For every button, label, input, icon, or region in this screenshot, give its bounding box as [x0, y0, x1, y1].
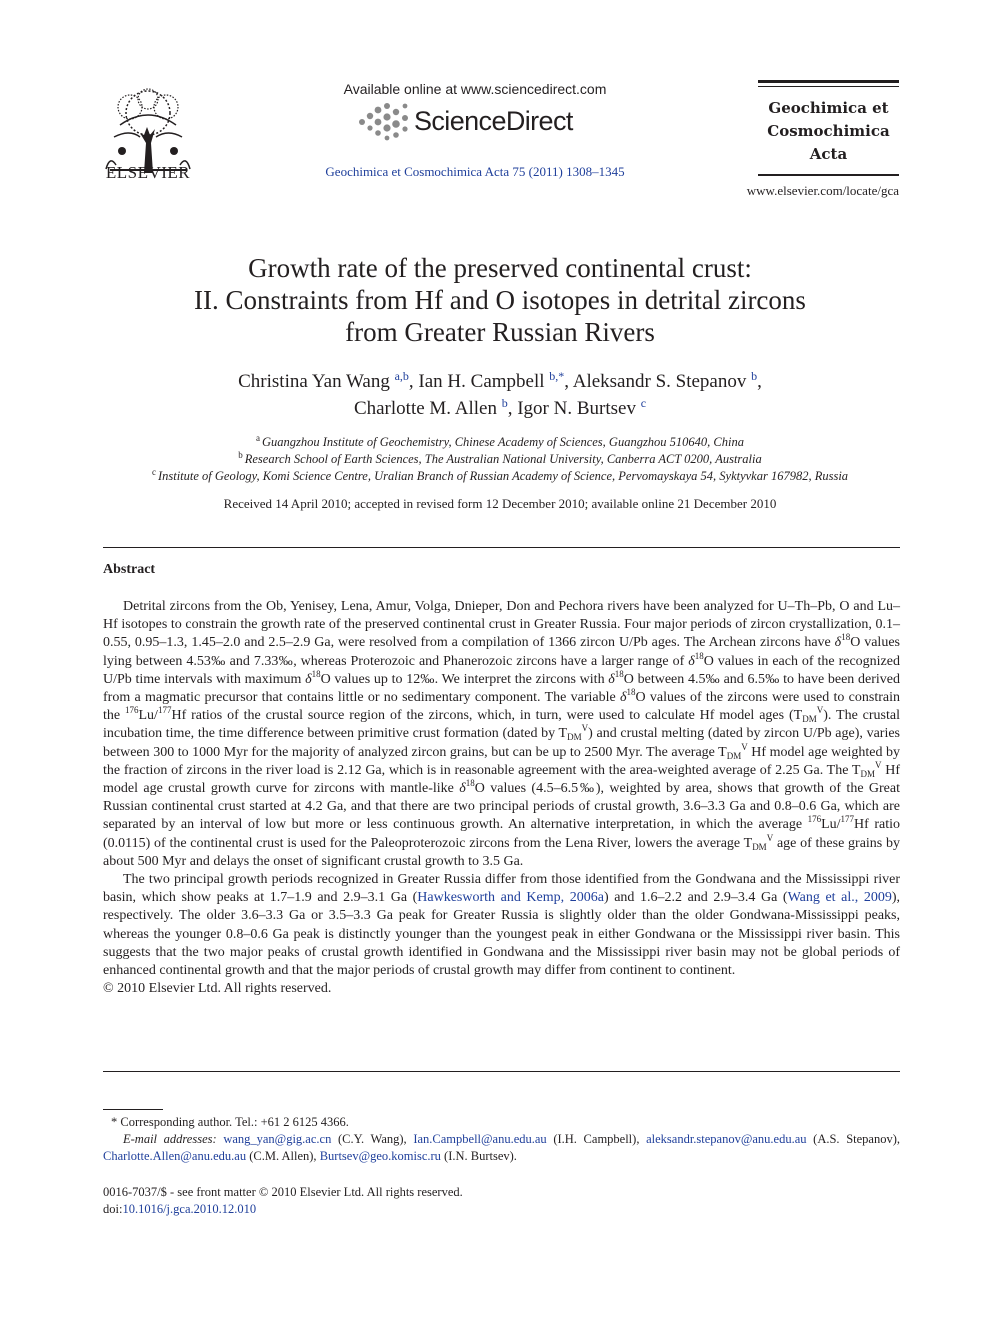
- abstract-body: [103, 598, 900, 998]
- abstract-paragraph: The two principal growth periods recognized in Greater Russia differ from those identified from the Gondwana and the Mississippi river basin, which show peaks at 1.7–1.9 and 2.9–3.1 Ga (Hawkesworth and Kemp, 2006a) and 1.6–2.2 and 2.9–3.4 Ga (Wang et al., 2009), respectively. The older 3.6–3.3 Ga or 3.5–3.3 Ga peak for Greater Russia is slightly older than the older Gondwana-Mississippi peaks, whereas the younger 0.8–0.6 Ga peak is distinctly younger than the youngest peak in either Gondwana or the Mississippi river basin. This suggests that the two major peaks of crustal growth identified in Gondwana and the Mississippi river basin may not be global periods of enhanced continental growth and that the major periods of crustal growth may differ from continent to continent.: [103, 872, 901, 979]
- issn-line: 0016-7037/$ - see front matter © 2010 Elsevier Ltd. All rights reserved.: [103, 1185, 463, 1199]
- journal-name-line: Acta: [809, 145, 848, 163]
- affiliation-text: Research School of Earth Sciences, The Australian National University, Canberra ACT 0200, Australia: [244, 452, 762, 466]
- author-affiliation-mark[interactable]: b,*: [549, 369, 565, 383]
- journal-citation[interactable]: Geochimica et Cosmochimica Acta 75 (2011) 1308–1345: [325, 164, 625, 179]
- author-line: Charlotte M. Allen $^b$, Igor N. Burtsev $^c$: [353, 396, 647, 419]
- affiliation-text: Institute of Geology, Komi Science Centre, Uralian Branch of Russian Academy of Science, Pervomayskaya 54, Syktyvkar 167982, Russia: [157, 469, 849, 483]
- affiliations: [90, 434, 910, 485]
- journal-rule-top: [758, 80, 899, 83]
- author-affiliation-mark[interactable]: b: [751, 369, 758, 383]
- affiliation-mark: b: [238, 450, 243, 460]
- title-line: Growth rate of the preserved continental crust:: [248, 253, 752, 283]
- journal-url[interactable]: www.elsevier.com/locate/gca: [746, 183, 899, 198]
- affiliation-mark: a: [256, 433, 260, 443]
- email-addresses: E-mail addresses: wang_yan@gig.ac.cn (C.Y. Wang), Ian.Campbell@anu.edu.au (I.H. Campbell), aleksandr.stepanov@anu.edu.au (A.S. Stepanov), Charlotte.Allen@anu.edu.au (C.M. Allen), Burtsev@geo.komisc.ru (I.N. Burtsev).: [103, 1132, 900, 1163]
- author-affiliation-mark[interactable]: c: [640, 396, 647, 410]
- citation-link[interactable]: Wang et al., 2009: [787, 890, 892, 906]
- title-line: II. Constraints from Hf and O isotopes in detrital zircons: [194, 285, 806, 315]
- author-name: Aleksandr S. Stepanov: [572, 371, 747, 392]
- issn-doi-block: [103, 1184, 703, 1218]
- abstract-copyright: © 2010 Elsevier Ltd. All rights reserved.: [103, 981, 332, 997]
- author-affiliation-mark[interactable]: a,b: [394, 369, 409, 383]
- journal-name: [745, 97, 912, 166]
- sciencedirect-wordmark: ScienceDirect: [414, 106, 573, 136]
- affiliation: [90, 468, 910, 485]
- email-link[interactable]: aleksandr.stepanov@anu.edu.au: [646, 1132, 807, 1146]
- doi-line: doi:10.1016/j.gca.2010.12.010: [103, 1202, 257, 1216]
- author-affiliation-mark[interactable]: b: [501, 396, 508, 410]
- affiliation: [90, 434, 910, 451]
- abstract-rule-top: [103, 547, 900, 548]
- affiliation-mark: c: [151, 467, 156, 477]
- abstract-heading: Abstract: [103, 562, 156, 577]
- author-list: [100, 368, 900, 422]
- journal-rule-bottom: [758, 174, 899, 176]
- abstract-paragraph: Detrital zircons from the Ob, Yenisey, Lena, Amur, Volga, Dnieper, Don and Pechora rivers have been analyzed for U–Th–Pb, O and Lu–Hf isotopes to constrain the growth rate of the preserved continental crust in Greater Russia. Four major periods of zircon crystallization, 0.1–0.55, 0.95–1.3, 1.45–2.0 and 2.5–2.9 Ga, were resolved from a compilation of 1366 zircon U/Pb ages. The Archean zircons have $\delta^{18}O$ values lying between 4.53‰ and 7.33‰, whereas Proterozoic and Phanerozoic zircons have a larger range of $\delta^{18}O$ values in each of the recognized U/Pb time intervals with maximum $\delta^{18}O$ values up to 12‰. We interpret the zircons with $\delta^{18}O$ between 4.5‰ and 6.5‰ to have been derived from a magmatic precursor that contains little or no sedimentary component. The variable $\delta^{18}O$ values of the zircons were used to constrain the $^{176}$Lu/$^{177}$Hf ratios of the crustal source region of the zircons, which, in turn, were used to calculate Hf model ages $(T_{DM}^V)$. The crustal incubation time, the time difference between primitive crust formation (dated by $T_{DM}^V$) and crustal melting (dated by zircon U/Pb age), varies between 300 to 1000 Myr for the majority of analyzed zircon grains, but can be up to 2500 Myr. The average $T_{DM}^V$ Hf model age weighted by the fraction of zircons in the river load is 2.12 Ga, which is in reasonable agreement with the area-weighted average of 2.25 Ga. The $T_{DM}^V$ Hf model age crustal growth curve for zircons with mantle-like $\delta^{18}O$ values (4.5–6.5‰), weighted by area, shows that growth of the Great Russian continental crust started at 4.2 Ga, and that there are two principal periods of crustal growth, 3.6–3.3 Ga and 0.8–0.6 Ga, which are separated by an interval of low but more or less continuous growth. An alternative interpretation, in which the average $^{176}$Lu/$^{177}$Hf ratio (0.0115) of the continental crust is used for the Paleoproterozoic zircons from the Lena River, lowers the average $T_{DM}^V$ age of these grains by about 500 Myr and delays the onset of significant crustal growth to 3.5 Ga.: [103, 599, 901, 869]
- email-link[interactable]: Ian.Campbell@anu.edu.au: [413, 1132, 547, 1146]
- affiliation: [90, 451, 910, 468]
- email-link[interactable]: wang_yan@gig.ac.cn: [223, 1132, 332, 1146]
- email-label: E-mail addresses:: [123, 1132, 217, 1146]
- author-name: Ian H. Campbell: [418, 371, 545, 392]
- author-name: Igor N. Burtsev: [517, 398, 636, 419]
- article-title: [100, 252, 900, 348]
- available-online-text[interactable]: Available online at www.sciencedirect.com: [343, 81, 607, 97]
- journal-name-line: Cosmochimica: [767, 122, 890, 140]
- sciencedirect-logo[interactable]: [356, 100, 596, 144]
- email-link[interactable]: Charlotte.Allen@anu.edu.au: [103, 1149, 247, 1163]
- journal-rule-top-thin: [758, 86, 899, 87]
- author-name: Christina Yan Wang: [238, 371, 390, 392]
- title-line: from Greater Russian Rivers: [345, 317, 655, 347]
- footnotes: [103, 1114, 900, 1165]
- email-link[interactable]: Burtsev@geo.komisc.ru: [319, 1149, 441, 1163]
- footnote-rule: [103, 1109, 163, 1110]
- publisher-name: ELSEVIER: [105, 163, 191, 182]
- sciencedirect-dots-icon: [356, 100, 418, 144]
- abstract-rule-bottom: [103, 1071, 900, 1072]
- citation-link[interactable]: Hawkesworth and Kemp, 2006a: [417, 890, 604, 906]
- affiliation-text: Guangzhou Institute of Geochemistry, Chinese Academy of Sciences, Guangzhou 510640, China: [262, 435, 744, 449]
- author-name: Charlotte M. Allen: [353, 398, 497, 419]
- corresponding-author-note: * Corresponding author. Tel.: +61 2 6125 4366.: [111, 1115, 349, 1129]
- journal-name-line: Geochimica et: [768, 99, 889, 117]
- doi-link[interactable]: 10.1016/j.gca.2010.12.010: [122, 1202, 257, 1216]
- received-dates: Received 14 April 2010; accepted in revised form 12 December 2010; available online 21 December 2010: [223, 496, 777, 511]
- author-line: Christina Yan Wang $^{a,b}$, Ian H. Campbell $^{b,*}$, Aleksandr S. Stepanov $^b$,: [238, 369, 762, 392]
